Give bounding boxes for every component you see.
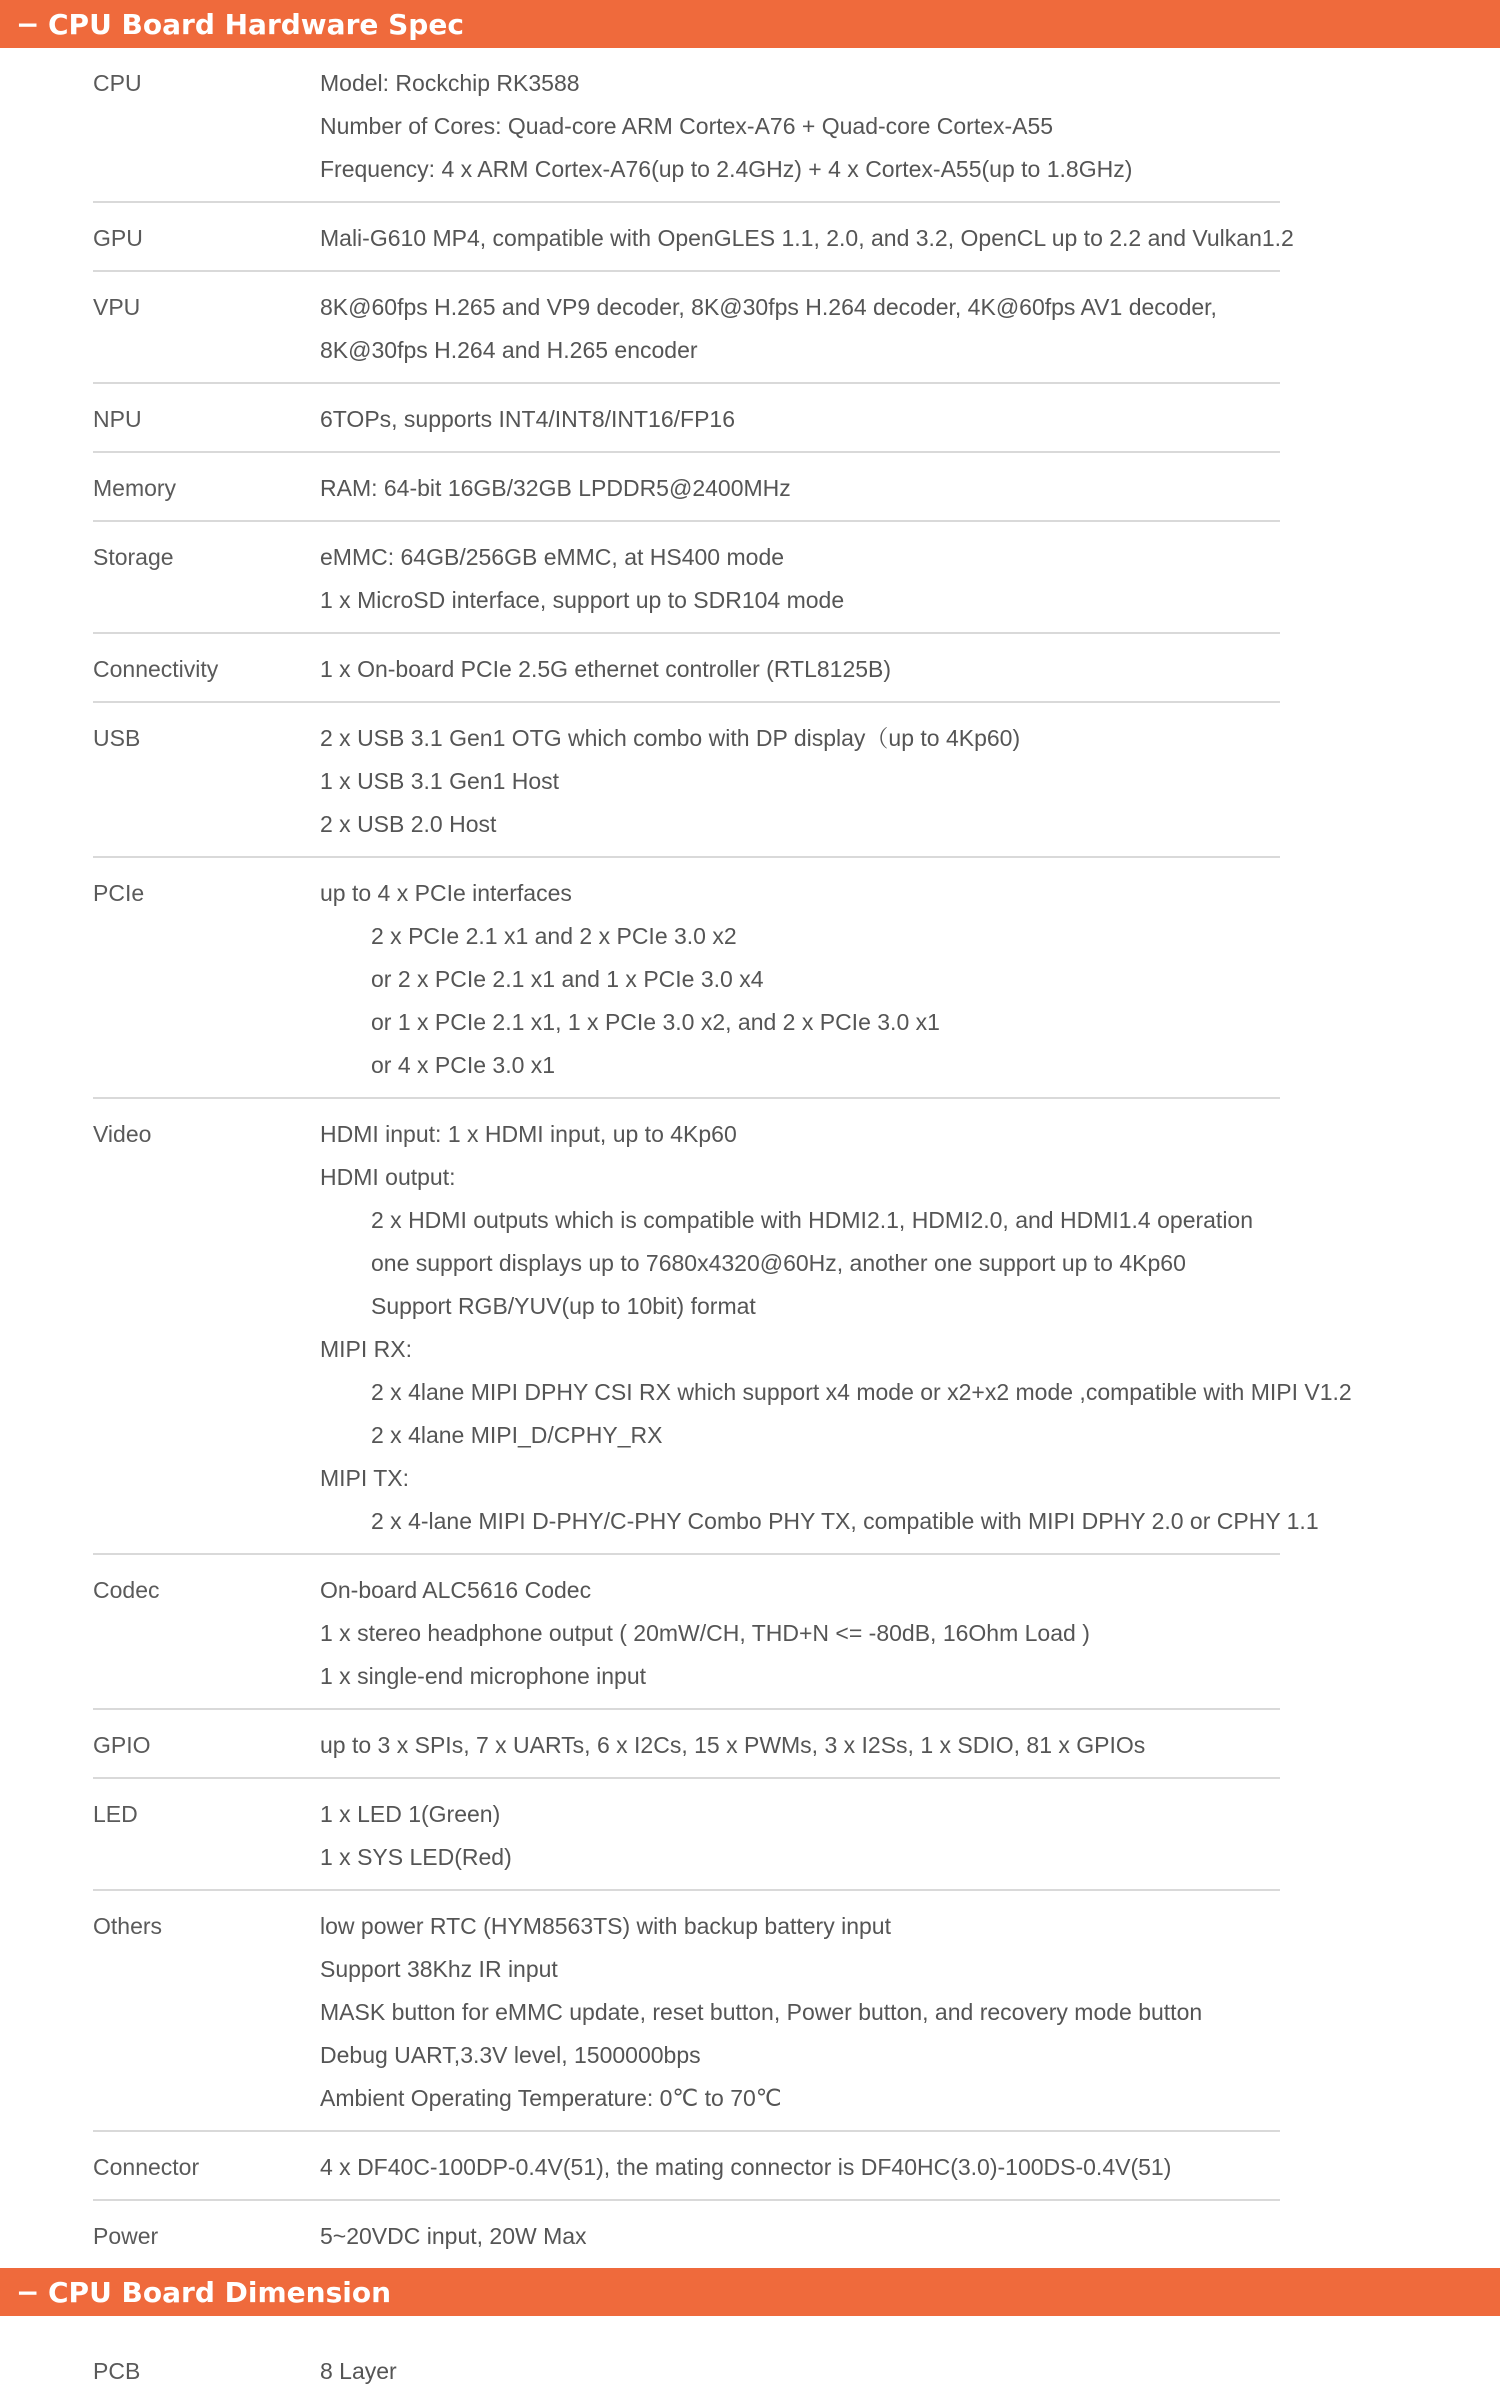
spec-value-line: 2 x 4lane MIPI_D/CPHY_RX (371, 1422, 663, 1448)
section-title: CPU Board Dimension (48, 2275, 391, 2309)
spec-value-line: 1 x MicroSD interface, support up to SDR104 mode (320, 587, 845, 613)
spec-value-line: HDMI output: (320, 1164, 456, 1190)
spec-row (93, 634, 1280, 703)
spec-row (93, 2132, 1280, 2201)
spec-table (93, 48, 1352, 2268)
spec-value-line: RAM: 64-bit 16GB/32GB LPDDR5@2400MHz (320, 475, 791, 501)
spec-table (93, 2316, 1280, 2403)
spec-values (320, 648, 1280, 691)
spec-value-line: eMMC: 64GB/256GB eMMC, at HS400 mode (320, 544, 785, 570)
spec-row (93, 453, 1280, 522)
spec-value-line: 2 x PCIe 2.1 x1 and 2 x PCIe 3.0 x2 (371, 923, 737, 949)
spec-value-line: or 1 x PCIe 2.1 x1, 1 x PCIe 3.0 x2, and 2 x PCIe 3.0 x1 (371, 1009, 940, 1035)
spec-label: PCIe (93, 880, 145, 906)
spec-value-line: or 4 x PCIe 3.0 x1 (371, 1052, 556, 1078)
spec-label: GPIO (93, 1732, 151, 1758)
spec-label: PCB (93, 2358, 141, 2384)
spec-value-line: MASK button for eMMC update, reset button, Power button, and recovery mode button (320, 1999, 1203, 2025)
spec-row (93, 384, 1280, 453)
spec-values (320, 2146, 1280, 2189)
spec-label: GPU (93, 225, 143, 251)
spec-label: Memory (93, 475, 177, 501)
spec-label: VPU (93, 294, 141, 320)
spec-values (320, 1905, 1280, 2120)
spec-label: CPU (93, 70, 142, 96)
spec-value-line: Mali-G610 MP4, compatible with OpenGLES 1.1, 2.0, and 3.2, OpenCL up to 2.2 and Vulkan1.2 (320, 225, 1294, 251)
spec-row (93, 2336, 1280, 2403)
spec-values (320, 62, 1280, 191)
spec-value-line: 2 x HDMI outputs which is compatible with HDMI2.1, HDMI2.0, and HDMI1.4 operation (371, 1207, 1254, 1233)
spec-value-line: 2 x USB 3.1 Gen1 OTG which combo with DP display（up to 4Kp60) (320, 725, 1021, 751)
spec-row (93, 1099, 1352, 1555)
spec-value-line: 2 x 4lane MIPI DPHY CSI RX which support x4 mode or x2+x2 mode ,compatible with MIPI V1.2 (371, 1379, 1352, 1405)
spec-label: Connectivity (93, 656, 219, 682)
spec-label: USB (93, 725, 141, 751)
spec-row (93, 1779, 1280, 1891)
spec-value-line: Debug UART,3.3V level, 1500000bps (320, 2042, 701, 2068)
spec-label: Codec (93, 1577, 160, 1603)
spec-value-line: 4 x DF40C-100DP-0.4V(51), the mating connector is DF40HC(3.0)-100DS-0.4V(51) (320, 2154, 1172, 2180)
spec-value-line: Model: Rockchip RK3588 (320, 70, 580, 96)
spec-value-line: On-board ALC5616 Codec (320, 1577, 592, 1603)
section-header (0, 2268, 1500, 2316)
spec-row (93, 858, 1280, 1099)
spec-value-line: 6TOPs, supports INT4/INT8/INT16/FP16 (320, 406, 735, 432)
spec-value-line: up to 4 x PCIe interfaces (320, 880, 572, 906)
spec-row (93, 1891, 1280, 2132)
spec-row (93, 1555, 1280, 1710)
spec-values (320, 717, 1280, 846)
spec-values (320, 467, 1280, 510)
spec-row (93, 272, 1280, 384)
spec-value-line: 1 x stereo headphone output ( 20mW/CH, THD+N <= -80dB, 16Ohm Load ) (320, 1620, 1090, 1646)
spec-values (320, 2350, 1280, 2393)
spec-row (93, 1710, 1280, 1779)
spec-label: Video (93, 1121, 152, 1147)
spec-values (320, 217, 1294, 260)
spec-value-line: 8K@60fps H.265 and VP9 decoder, 8K@30fps H.264 decoder, 4K@60fps AV1 decoder, (320, 294, 1217, 320)
spec-values (320, 1724, 1280, 1767)
spec-value-line: 8 Layer (320, 2358, 397, 2384)
spec-row (93, 703, 1280, 858)
spec-value-line: or 2 x PCIe 2.1 x1 and 1 x PCIe 3.0 x4 (371, 966, 764, 992)
section-title: CPU Board Hardware Spec (48, 7, 464, 41)
spec-value-line: MIPI RX: (320, 1336, 413, 1362)
spec-label: NPU (93, 406, 142, 432)
spec-value-line: Ambient Operating Temperature: 0℃ to 70℃ (320, 2085, 782, 2111)
spec-value-line: 5~20VDC input, 20W Max (320, 2223, 587, 2249)
spec-values (320, 1113, 1352, 1543)
spec-label: LED (93, 1801, 138, 1827)
spec-values (320, 872, 1280, 1087)
spec-values (320, 2215, 1280, 2258)
spec-value-line: Number of Cores: Quad-core ARM Cortex-A76 + Quad-core Cortex-A55 (320, 113, 1054, 139)
spec-value-line: HDMI input: 1 x HDMI input, up to 4Kp60 (320, 1121, 737, 1147)
spec-value-line: 1 x SYS LED(Red) (320, 1844, 512, 1870)
spec-values (320, 398, 1280, 441)
spec-value-line: 1 x On-board PCIe 2.5G ethernet controller (RTL8125B) (320, 656, 892, 682)
spec-row (93, 522, 1280, 634)
spec-value-line: 2 x 4-lane MIPI D-PHY/C-PHY Combo PHY TX, compatible with MIPI DPHY 2.0 or CPHY 1.1 (371, 1508, 1319, 1534)
collapse-toggle-icon[interactable]: − (16, 2275, 40, 2309)
spec-values (320, 1569, 1280, 1698)
spec-value-line: Support 38Khz IR input (320, 1956, 558, 1982)
collapse-toggle-icon[interactable]: − (16, 7, 40, 41)
spec-value-line: 8K@30fps H.264 and H.265 encoder (320, 337, 698, 363)
spec-value-line: low power RTC (HYM8563TS) with backup battery input (320, 1913, 891, 1939)
spec-row (93, 2201, 1280, 2268)
spec-label: Others (93, 1913, 163, 1939)
spec-value-line: 1 x LED 1(Green) (320, 1801, 501, 1827)
spec-value-line: Support RGB/YUV(up to 10bit) format (371, 1293, 756, 1319)
spec-value-line: 1 x USB 3.1 Gen1 Host (320, 768, 560, 794)
spec-values (320, 1793, 1280, 1879)
spec-row (93, 48, 1280, 203)
spec-value-line: 2 x USB 2.0 Host (320, 811, 497, 837)
spec-value-line: Frequency: 4 x ARM Cortex-A76(up to 2.4GHz) + 4 x Cortex-A55(up to 1.8GHz) (320, 156, 1133, 182)
spec-label: Power (93, 2223, 159, 2249)
spec-value-line: MIPI TX: (320, 1465, 410, 1491)
spec-values (320, 286, 1280, 372)
spec-label: Storage (93, 544, 174, 570)
section-header (0, 0, 1500, 48)
spec-row (93, 203, 1294, 272)
spec-value-line: one support displays up to 7680x4320@60Hz, another one support up to 4Kp60 (371, 1250, 1186, 1276)
spec-values (320, 536, 1280, 622)
spec-label: Connector (93, 2154, 200, 2180)
spec-value-line: 1 x single-end microphone input (320, 1663, 647, 1689)
spec-value-line: up to 3 x SPIs, 7 x UARTs, 6 x I2Cs, 15 x PWMs, 3 x I2Ss, 1 x SDIO, 81 x GPIOs (320, 1732, 1146, 1758)
